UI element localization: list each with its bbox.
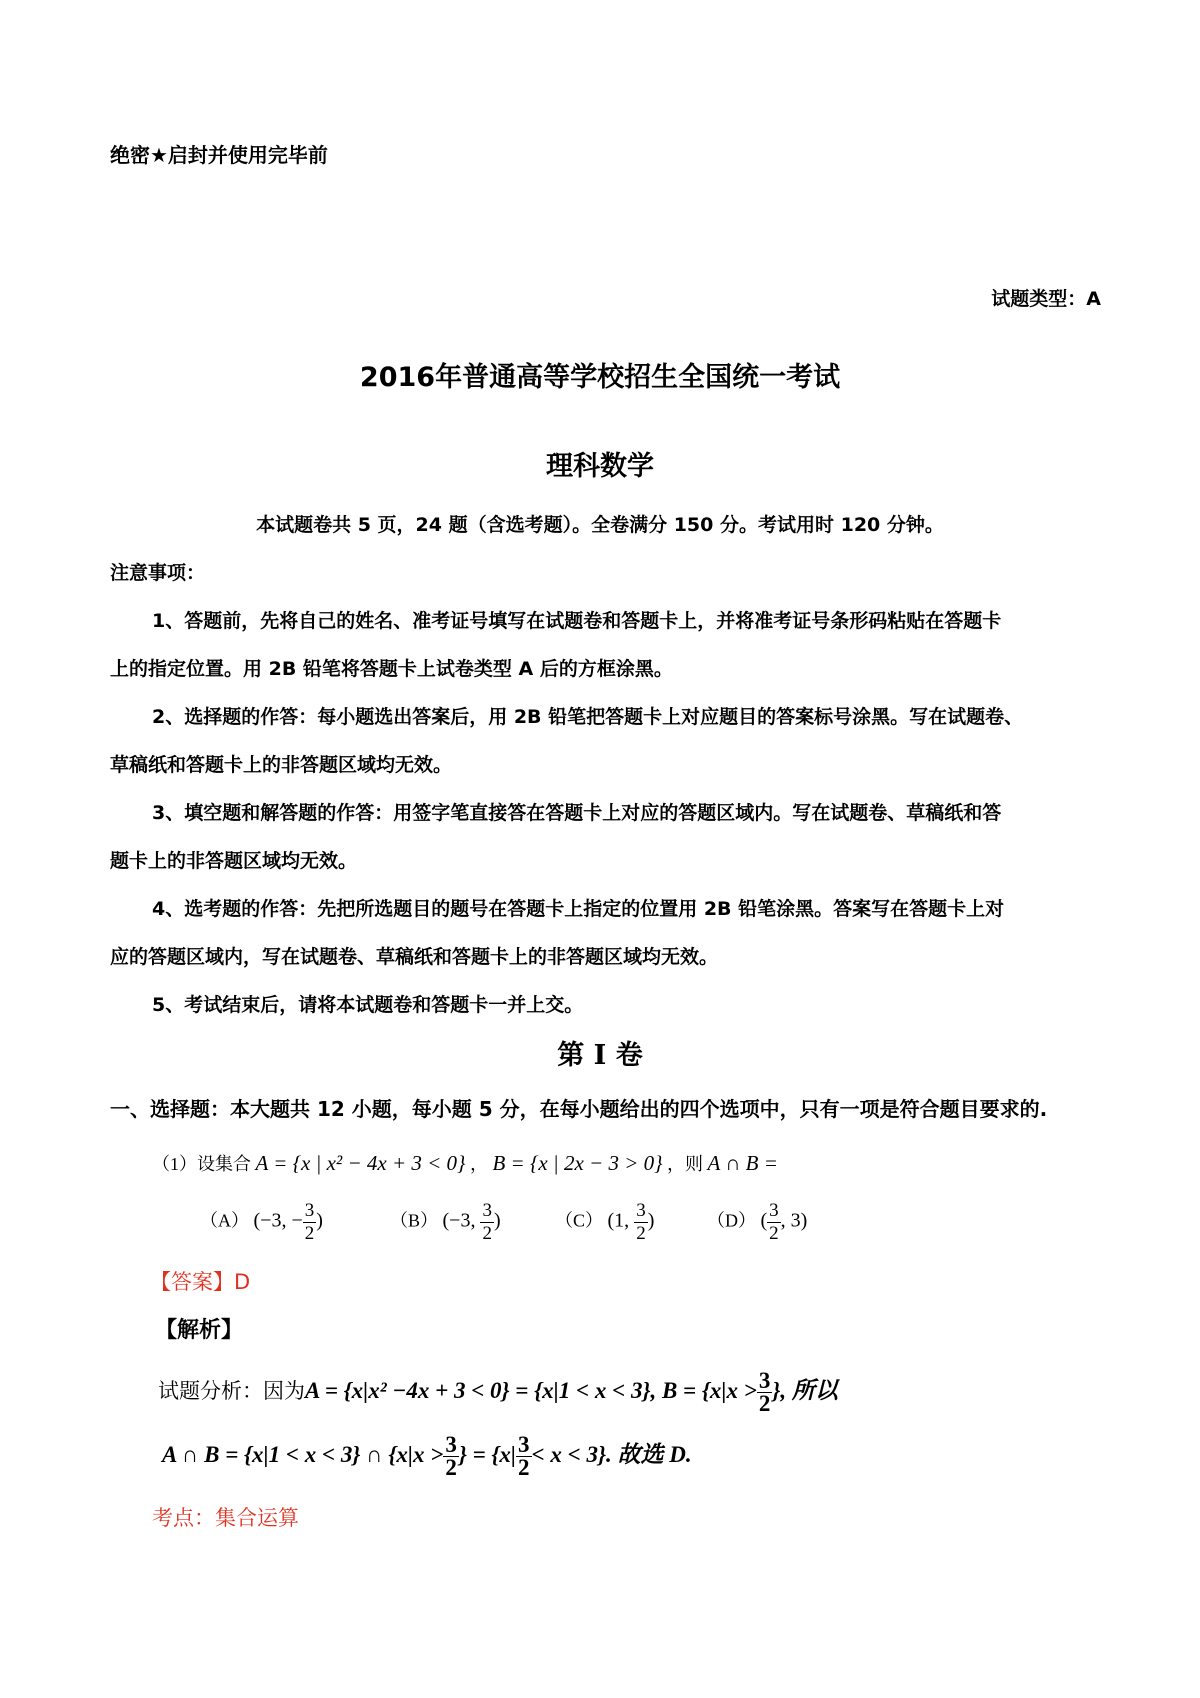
option-label: （B）	[390, 1210, 439, 1231]
notice-line: 题卡上的非答题区域均无效。	[110, 850, 358, 872]
frac-num: 3	[518, 1432, 530, 1457]
option-label: （A）	[200, 1210, 249, 1231]
option-a	[200, 1200, 323, 1245]
option-label: （C）	[555, 1210, 604, 1231]
option-right: )	[316, 1209, 323, 1232]
notice-line: 上的指定位置。用 2B 铅笔将答题卡上试卷类型 A 后的方框涂黑。	[110, 658, 673, 680]
separator: ，	[469, 1154, 488, 1174]
frac-num: 3	[758, 1368, 771, 1393]
option-left: (	[760, 1209, 768, 1232]
option-left: (1,	[607, 1209, 635, 1232]
question-1	[152, 1150, 778, 1176]
set-b: B = {x | 2x − 3 > 0}	[492, 1151, 663, 1175]
option-c	[555, 1200, 654, 1245]
notice-line: 4、选考题的作答：先把所选题目的题号在答题卡上指定的位置用 2B 铅笔涂黑。答案写在答题卡上对	[152, 898, 1005, 920]
notice-line: 应的答题区域内，写在试题卷、草稿纸和答题卡上的非答题区域均无效。	[110, 946, 719, 968]
frac-num: 3	[769, 1200, 779, 1221]
secret-label: 绝密★启封并使用完毕前	[110, 143, 328, 167]
frac-den: 2	[482, 1223, 492, 1244]
option-label: （D）	[707, 1210, 756, 1231]
frac-den: 2	[518, 1455, 530, 1480]
notice-heading: 注意事项：	[110, 562, 206, 584]
then-word: ，则	[667, 1154, 704, 1174]
exam-summary: 本试题卷共 5 页，24 题（含选考题）。全卷满分 150 分。考试用时 120 分钟。	[256, 514, 944, 536]
option-b	[390, 1200, 501, 1245]
exam-title: 2016年普通高等学校招生全国统一考试	[359, 362, 841, 393]
analysis-line-1	[158, 1370, 838, 1415]
frac-den: 2	[445, 1455, 457, 1480]
formula-tail: < x < 3}. 故选 D.	[531, 1441, 692, 1467]
notice-line: 2、选择题的作答：每小题选出答案后，用 2B 铅笔把答题卡上对应题目的答案标号涂黑。写在试题卷、	[152, 706, 1024, 728]
question-prefix: （1）设集合	[152, 1154, 251, 1174]
answer-label: 【答案】D	[150, 1270, 251, 1294]
notice-line: 草稿纸和答题卡上的非答题区域均无效。	[110, 754, 453, 776]
frac-num: 3	[304, 1200, 315, 1221]
formula-mid: } = {x|	[458, 1441, 516, 1467]
analysis-heading: 【解析】	[155, 1318, 244, 1343]
frac-den: 2	[758, 1391, 771, 1416]
option-left: (−3, −	[253, 1209, 303, 1232]
section-heading: 一、选择题：本大题共 12 小题，每小题 5 分，在每小题给出的四个选项中，只有一项是符合题目要求的.	[110, 1097, 1048, 1121]
frac-den: 2	[636, 1223, 646, 1244]
set-a: A = {x | x² − 4x + 3 < 0}	[255, 1151, 466, 1175]
part-title: 第 I 卷	[557, 1040, 643, 1071]
analysis-prefix: 试题分析：因为	[158, 1378, 305, 1403]
kaodian-label: 考点：集合运算	[152, 1506, 299, 1530]
frac-den: 2	[769, 1223, 779, 1244]
option-right: )	[493, 1209, 501, 1232]
formula-text: A ∩ B = {x|1 < x < 3} ∩ {x|x >	[162, 1441, 444, 1467]
option-right: )	[647, 1209, 655, 1232]
frac-num: 3	[445, 1432, 457, 1457]
question-type: 试题类型：A	[991, 288, 1101, 310]
frac-num: 3	[482, 1200, 492, 1221]
formula-tail: }, 所以	[772, 1377, 838, 1403]
analysis-line-2	[162, 1434, 692, 1479]
question-ask: A ∩ B =	[707, 1151, 778, 1175]
notice-line: 5、考试结束后，请将本试题卷和答题卡一并上交。	[152, 994, 584, 1016]
notice-line: 3、填空题和解答题的作答：用签字笔直接答在答题卡上对应的答题区域内。写在试题卷、草稿纸和答	[152, 802, 1002, 824]
exam-subject: 理科数学	[546, 451, 654, 482]
frac-den: 2	[304, 1223, 315, 1244]
frac-num: 3	[636, 1200, 646, 1221]
option-right: , 3)	[780, 1209, 808, 1232]
option-d	[707, 1200, 807, 1245]
option-left: (−3,	[442, 1209, 481, 1232]
formula-text: A = {x|x² −4x + 3 < 0} = {x|1 < x < 3}, B = {x|x >	[305, 1377, 757, 1403]
notice-line: 1、答题前，先将自己的姓名、准考证号填写在试题卷和答题卡上，并将准考证号条形码粘贴在答题卡	[152, 610, 1002, 632]
